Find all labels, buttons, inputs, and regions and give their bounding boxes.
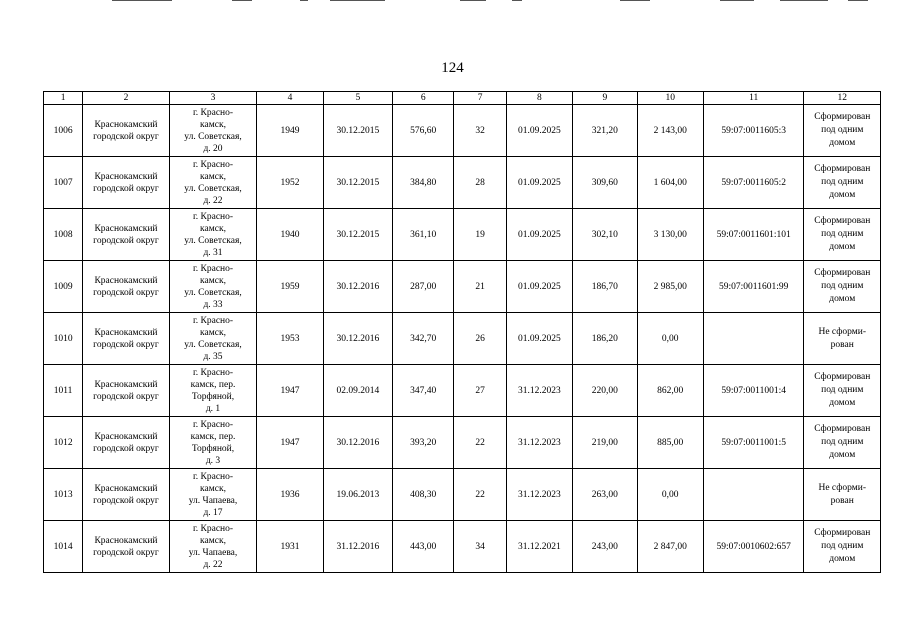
col-residents: 27 bbox=[454, 365, 506, 417]
header-row bbox=[44, 92, 881, 105]
col-year-built: 1953 bbox=[257, 313, 323, 365]
col-cadastral-number bbox=[703, 469, 804, 521]
col-planned-date: 31.12.2023 bbox=[506, 469, 572, 521]
page-number: 124 bbox=[441, 60, 464, 76]
col-address: г. Красно- камск, ул. Чапаева, д. 22 bbox=[169, 521, 257, 573]
table-row bbox=[44, 469, 881, 521]
col-residents: 21 bbox=[454, 261, 506, 313]
col-date-recognized: 31.12.2016 bbox=[323, 521, 392, 573]
col-area: 393,20 bbox=[393, 417, 454, 469]
col-address: г. Красно- камск, ул. Советская, д. 22 bbox=[169, 157, 257, 209]
col-cadastral-number bbox=[703, 313, 804, 365]
col-date-recognized: 30.12.2015 bbox=[323, 157, 392, 209]
col-index: 1011 bbox=[44, 365, 83, 417]
col-area: 342,70 bbox=[393, 313, 454, 365]
col-living-area: 220,00 bbox=[573, 365, 637, 417]
col-address: г. Красно- камск, ул. Советская, д. 20 bbox=[169, 105, 257, 157]
col-area: 347,40 bbox=[393, 365, 454, 417]
col-living-area: 186,70 bbox=[573, 261, 637, 313]
col-date-recognized: 02.09.2014 bbox=[323, 365, 392, 417]
col-municipality: Краснокамский городской округ bbox=[83, 105, 170, 157]
col-area: 576,60 bbox=[393, 105, 454, 157]
col-area: 287,00 bbox=[393, 261, 454, 313]
col-cadastral-number: 59:07:0011601:101 bbox=[703, 209, 804, 261]
col-planned-date: 31.12.2023 bbox=[506, 365, 572, 417]
col-residents: 22 bbox=[454, 469, 506, 521]
col-municipality: Краснокамский городской округ bbox=[83, 261, 170, 313]
col-planned-date: 01.09.2025 bbox=[506, 209, 572, 261]
col-year-built: 1947 bbox=[257, 365, 323, 417]
col-municipality: Краснокамский городской округ bbox=[83, 365, 170, 417]
col-year-built: 1949 bbox=[257, 105, 323, 157]
table-row bbox=[44, 105, 881, 157]
col-land-area: 2 143,00 bbox=[637, 105, 703, 157]
col-land-status: Сформирован под одним домом bbox=[804, 417, 881, 469]
col-municipality: Краснокамский городской округ bbox=[83, 209, 170, 261]
col-cadastral-number: 59:07:0011001:4 bbox=[703, 365, 804, 417]
table-body bbox=[44, 105, 881, 573]
col-municipality: Краснокамский городской округ bbox=[83, 521, 170, 573]
header-col-cadastral-number: 11 bbox=[703, 92, 804, 105]
col-living-area: 243,00 bbox=[573, 521, 637, 573]
col-municipality: Краснокамский городской округ bbox=[83, 157, 170, 209]
header-col-planned-date: 8 bbox=[506, 92, 572, 105]
col-living-area: 309,60 bbox=[573, 157, 637, 209]
col-index: 1012 bbox=[44, 417, 83, 469]
col-cadastral-number: 59:07:0011601:99 bbox=[703, 261, 804, 313]
col-residents: 32 bbox=[454, 105, 506, 157]
col-cadastral-number: 59:07:0011605:2 bbox=[703, 157, 804, 209]
col-cadastral-number: 59:07:0010602:657 bbox=[703, 521, 804, 573]
header-col-index: 1 bbox=[44, 92, 83, 105]
col-date-recognized: 30.12.2015 bbox=[323, 105, 392, 157]
housing-registry-table bbox=[43, 91, 881, 573]
col-planned-date: 01.09.2025 bbox=[506, 157, 572, 209]
col-residents: 22 bbox=[454, 417, 506, 469]
col-living-area: 302,10 bbox=[573, 209, 637, 261]
header-col-area: 6 bbox=[393, 92, 454, 105]
table-row bbox=[44, 261, 881, 313]
table-row bbox=[44, 417, 881, 469]
col-cadastral-number: 59:07:0011605:3 bbox=[703, 105, 804, 157]
col-planned-date: 01.09.2025 bbox=[506, 105, 572, 157]
col-land-status: Не сформи- рован bbox=[804, 313, 881, 365]
col-land-status: Сформирован под одним домом bbox=[804, 261, 881, 313]
col-index: 1013 bbox=[44, 469, 83, 521]
col-planned-date: 01.09.2025 bbox=[506, 313, 572, 365]
col-land-area: 2 847,00 bbox=[637, 521, 703, 573]
col-index: 1009 bbox=[44, 261, 83, 313]
col-planned-date: 31.12.2021 bbox=[506, 521, 572, 573]
col-residents: 34 bbox=[454, 521, 506, 573]
top-edge-marks bbox=[0, 0, 905, 4]
header-col-address: 3 bbox=[169, 92, 257, 105]
col-year-built: 1931 bbox=[257, 521, 323, 573]
col-date-recognized: 30.12.2015 bbox=[323, 209, 392, 261]
col-date-recognized: 30.12.2016 bbox=[323, 417, 392, 469]
col-address: г. Красно- камск, ул. Чапаева, д. 17 bbox=[169, 469, 257, 521]
col-area: 443,00 bbox=[393, 521, 454, 573]
col-year-built: 1936 bbox=[257, 469, 323, 521]
col-land-status: Сформирован под одним домом bbox=[804, 157, 881, 209]
col-land-area: 0,00 bbox=[637, 469, 703, 521]
col-land-area: 0,00 bbox=[637, 313, 703, 365]
table-row bbox=[44, 365, 881, 417]
col-municipality: Краснокамский городской округ bbox=[83, 313, 170, 365]
table-row bbox=[44, 313, 881, 365]
col-date-recognized: 30.12.2016 bbox=[323, 261, 392, 313]
col-land-area: 1 604,00 bbox=[637, 157, 703, 209]
col-residents: 19 bbox=[454, 209, 506, 261]
col-year-built: 1940 bbox=[257, 209, 323, 261]
col-living-area: 186,20 bbox=[573, 313, 637, 365]
col-area: 384,80 bbox=[393, 157, 454, 209]
col-planned-date: 31.12.2023 bbox=[506, 417, 572, 469]
col-cadastral-number: 59:07:0011001:5 bbox=[703, 417, 804, 469]
col-municipality: Краснокамский городской округ bbox=[83, 469, 170, 521]
table-row bbox=[44, 521, 881, 573]
col-date-recognized: 30.12.2016 bbox=[323, 313, 392, 365]
header-col-date-recognized: 5 bbox=[323, 92, 392, 105]
col-date-recognized: 19.06.2013 bbox=[323, 469, 392, 521]
table-row bbox=[44, 209, 881, 261]
col-land-area: 862,00 bbox=[637, 365, 703, 417]
col-land-status: Сформирован под одним домом bbox=[804, 521, 881, 573]
col-index: 1006 bbox=[44, 105, 83, 157]
col-land-area: 3 130,00 bbox=[637, 209, 703, 261]
col-address: г. Красно- камск, пер. Торфяной, д. 1 bbox=[169, 365, 257, 417]
col-year-built: 1952 bbox=[257, 157, 323, 209]
col-address: г. Красно- камск, ул. Советская, д. 35 bbox=[169, 313, 257, 365]
col-planned-date: 01.09.2025 bbox=[506, 261, 572, 313]
col-area: 361,10 bbox=[393, 209, 454, 261]
col-land-area: 2 985,00 bbox=[637, 261, 703, 313]
col-living-area: 263,00 bbox=[573, 469, 637, 521]
col-index: 1008 bbox=[44, 209, 83, 261]
header-col-municipality: 2 bbox=[83, 92, 170, 105]
col-land-status: Сформирован под одним домом bbox=[804, 105, 881, 157]
col-municipality: Краснокамский городской округ bbox=[83, 417, 170, 469]
col-land-status: Сформирован под одним домом bbox=[804, 209, 881, 261]
col-index: 1014 bbox=[44, 521, 83, 573]
header-col-land-area: 10 bbox=[637, 92, 703, 105]
header-col-land-status: 12 bbox=[804, 92, 881, 105]
col-area: 408,30 bbox=[393, 469, 454, 521]
col-land-status: Сформирован под одним домом bbox=[804, 365, 881, 417]
col-living-area: 219,00 bbox=[573, 417, 637, 469]
col-address: г. Красно- камск, ул. Советская, д. 33 bbox=[169, 261, 257, 313]
col-index: 1010 bbox=[44, 313, 83, 365]
col-residents: 26 bbox=[454, 313, 506, 365]
col-address: г. Красно- камск, ул. Советская, д. 31 bbox=[169, 209, 257, 261]
col-living-area: 321,20 bbox=[573, 105, 637, 157]
header-col-residents: 7 bbox=[454, 92, 506, 105]
col-land-status: Не сформи- рован bbox=[804, 469, 881, 521]
col-year-built: 1947 bbox=[257, 417, 323, 469]
col-address: г. Красно- камск, пер. Торфяной, д. 3 bbox=[169, 417, 257, 469]
col-land-area: 885,00 bbox=[637, 417, 703, 469]
table-row bbox=[44, 157, 881, 209]
col-residents: 28 bbox=[454, 157, 506, 209]
header-col-living-area: 9 bbox=[573, 92, 637, 105]
col-index: 1007 bbox=[44, 157, 83, 209]
col-year-built: 1959 bbox=[257, 261, 323, 313]
header-col-year-built: 4 bbox=[257, 92, 323, 105]
